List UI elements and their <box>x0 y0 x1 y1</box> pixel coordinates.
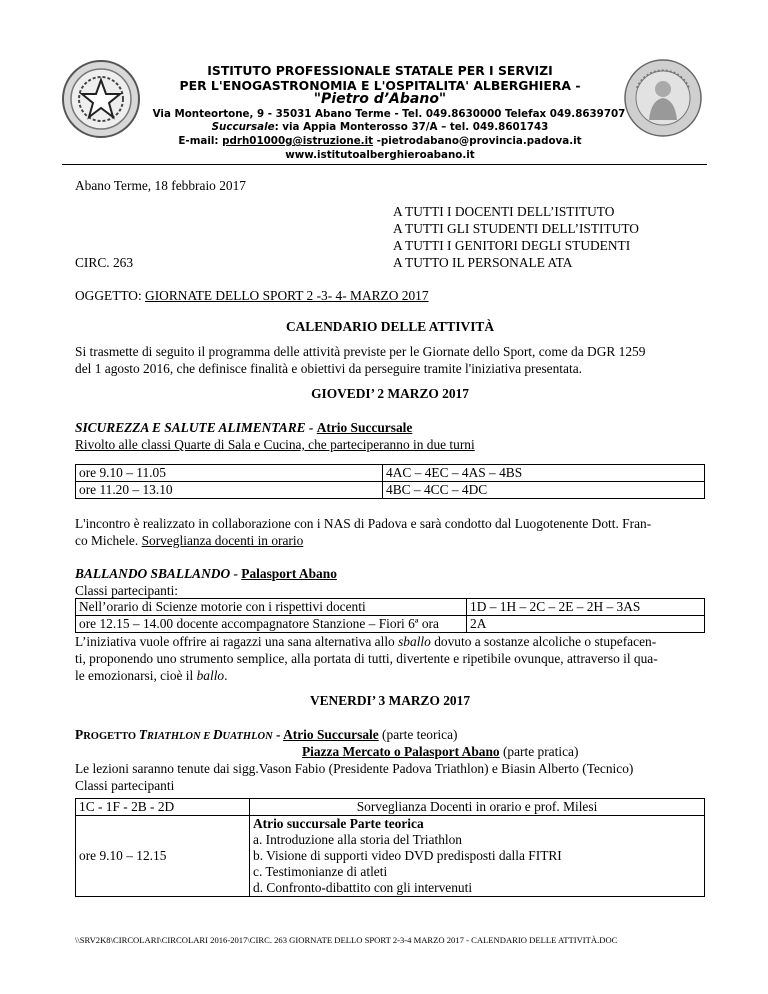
recipient-2: A TUTTI GLI STUDENTI DELL’ISTITUTO <box>393 221 639 236</box>
school-name: "Pietro d’Abano" <box>313 91 447 107</box>
table-cell-classes: 2A <box>467 616 705 633</box>
footer-file-path: \\SRV2K8\CIRCOLARI\CIRCOLARI 2016-2017\CIRC. 263 GIORNATE DELLO SPORT 2-3-4 MARZO 2017 - CALENDARIO DELLE ATTIVITÀ.DOC <box>75 935 618 945</box>
program-item: d. Confronto-dibattito con gli intervenuti <box>253 880 473 895</box>
triathlon-place-practice: Piazza Mercato o Palasport Abano <box>302 744 500 759</box>
recipient-3: A TUTTI I GENITORI DEGLI STUDENTI <box>393 238 631 253</box>
school-seal-icon <box>623 58 703 138</box>
email-line <box>150 135 610 147</box>
table-row <box>76 799 705 816</box>
triathlon-place-practice-line <box>302 743 578 760</box>
succursale-label: Succursale <box>211 121 275 133</box>
triathlon-title-dash: - <box>272 727 284 742</box>
dance-text-a: L’iniziativa vuole offrire ai ragazzi una sana alternativa allo <box>75 634 399 649</box>
subject-label: OGGETTO: <box>75 288 146 303</box>
succursale-line <box>150 121 610 133</box>
table-row <box>76 482 705 499</box>
triathlon-classes-label: Classi partecipanti <box>75 778 175 793</box>
table-cell-time: ore 9.10 – 11.05 <box>76 465 383 482</box>
section-dance-title <box>75 565 337 582</box>
email-link[interactable]: pdrh01000g@istruzione.it <box>222 135 374 147</box>
section-food-safety-place: Atrio Succursale <box>316 420 413 435</box>
triathlon-title-part: ROGETTO <box>83 731 139 742</box>
section-dance-name: BALLANDO SBALLANDO - <box>75 566 242 581</box>
table-row <box>76 465 705 482</box>
dance-text-c: dovuto a sostanze alcoliche o stupefacen- <box>430 634 657 649</box>
table-cell-supervision: Sorveglianza Docenti in orario e prof. Milesi <box>250 799 705 816</box>
email-rest: -pietrodabano@provincia.padova.it <box>373 135 582 147</box>
school-name-line2: PER L'ENOGASTRONOMIA E L'OSPITALITA' ALBERGHIERA - <box>179 78 581 93</box>
intro-line-1: Si trasmette di seguito il programma delle attività previste per le Giornate dello Sport, come da DGR 1259 <box>75 344 646 359</box>
dance-schedule-table <box>75 598 705 633</box>
program-item: c. Testimonianze di atleti <box>253 864 388 879</box>
subject-text: GIORNATE DELLO SPORT 2 -3- 4- MARZO 2017 <box>145 288 429 303</box>
section-food-safety-title <box>75 419 412 436</box>
program-item: b. Visione di supporti video DVD predisposti dalla FITRI <box>253 848 562 863</box>
subject-line <box>75 287 429 304</box>
table-cell-classes: 1C - 1F - 2B - 2D <box>76 799 250 816</box>
dance-text-d: le emozionarsi, cioè il <box>75 668 197 683</box>
table-cell-time: Nell’orario di Scienze motorie con i rispettivi docenti <box>76 599 467 616</box>
food-safety-note-2 <box>75 532 303 549</box>
email-prefix: E-mail: <box>178 135 223 147</box>
dance-text-ballo: ballo <box>196 668 225 683</box>
succursale-text: : via Appia Monterosso 37/A – tel. 049.8601743 <box>274 121 549 133</box>
recipient-1: A TUTTI I DOCENTI DELL’ISTITUTO <box>393 204 615 219</box>
dance-paragraph-line-2: ti, proponendo uno strumento semplice, alla portata di tutti, divertente e ripetibile ovunque, attraverso il qua- <box>75 651 658 666</box>
table-cell-time: ore 9.10 – 12.15 <box>76 816 250 897</box>
table-cell-time: ore 11.20 – 13.10 <box>76 482 383 499</box>
recipient-4: A TUTTO IL PERSONALE ATA <box>393 255 573 270</box>
table-cell-program <box>250 816 705 897</box>
food-safety-note-name: co Michele. <box>75 533 142 548</box>
table-cell-classes: 4BC – 4CC – 4DC <box>383 482 705 499</box>
triathlon-title-part: RIATHLON E <box>146 731 213 742</box>
triathlon-place-theory-note: (parte teorica) <box>378 727 458 742</box>
table-row <box>76 616 705 633</box>
address-line: Via Monteortone, 9 - 35031 Abano Terme - Tel. 049.8630000 Telefax 049.8639707 <box>152 108 626 120</box>
food-safety-schedule-table <box>75 464 705 499</box>
triathlon-teachers-line: Le lezioni saranno tenute dai sigg.Vason Fabio (Presidente Padova Triathlon) e Biasin Alberto (Tecnico) <box>75 761 634 776</box>
dance-paragraph-line-1 <box>75 633 656 650</box>
circ-number: CIRC. 263 <box>75 255 134 270</box>
section-food-safety-subtitle: Rivolto alle classi Quarte di Sala e Cucina, che parteciperanno in due turni <box>75 437 475 452</box>
calendar-title: CALENDARIO DELLE ATTIVITÀ <box>285 319 495 334</box>
website[interactable]: www.istitutoalberghieroabano.it <box>285 149 475 161</box>
day-thursday-heading: GIOVEDI’ 2 MARZO 2017 <box>311 386 469 401</box>
triathlon-title-part: P <box>75 727 84 742</box>
triathlon-title-part: UATHLON <box>222 731 273 742</box>
day-friday-heading: VENERDI’ 3 MARZO 2017 <box>309 693 471 708</box>
triathlon-title-part: T <box>138 727 147 742</box>
table-cell-time: ore 12.15 – 14.00 docente accompagnatore Stanzione – Fiori 6ª ora <box>76 616 467 633</box>
table-cell-classes: 4AC – 4EC – 4AS – 4BS <box>383 465 705 482</box>
food-safety-supervision: Sorveglianza docenti in orario <box>141 533 304 548</box>
triathlon-title-part: D <box>212 727 223 742</box>
section-food-safety-name: SICUREZZA E SALUTE ALIMENTARE - <box>75 420 317 435</box>
table-row <box>76 599 705 616</box>
date: Abano Terme, 18 febbraio 2017 <box>75 178 246 193</box>
triathlon-place-practice-note: (parte pratica) <box>499 744 579 759</box>
table-row <box>76 816 705 897</box>
table-cell-classes: 1D – 1H – 2C – 2E – 2H – 3AS <box>467 599 705 616</box>
section-dance-place: Palasport Abano <box>241 566 337 581</box>
section-dance-subtitle: Classi partecipanti: <box>75 583 179 598</box>
dance-text-end: . <box>224 668 228 683</box>
republic-emblem-icon <box>60 58 142 140</box>
program-item: a. Introduzione alla storia del Triathlon <box>253 832 462 847</box>
dance-paragraph-line-3 <box>75 667 227 684</box>
dance-text-sballo: sballo <box>398 634 431 649</box>
program-heading: Atrio succursale Parte teorica <box>253 816 424 831</box>
food-safety-note-1: L'incontro è realizzato in collaborazione con i NAS di Padova e sarà condotto dal Luogotenente Dott. Fran- <box>75 516 652 531</box>
triathlon-place-theory: Atrio Succursale <box>283 727 379 742</box>
intro-line-2: del 1 agosto 2016, che definisce finalità e obiettivi da perseguire tramite l'iniziativa presentata. <box>75 361 582 376</box>
triathlon-schedule-table <box>75 798 705 897</box>
school-name-line1: ISTITUTO PROFESSIONALE STATALE PER I SERVIZI <box>207 63 553 78</box>
header-divider <box>62 164 707 165</box>
